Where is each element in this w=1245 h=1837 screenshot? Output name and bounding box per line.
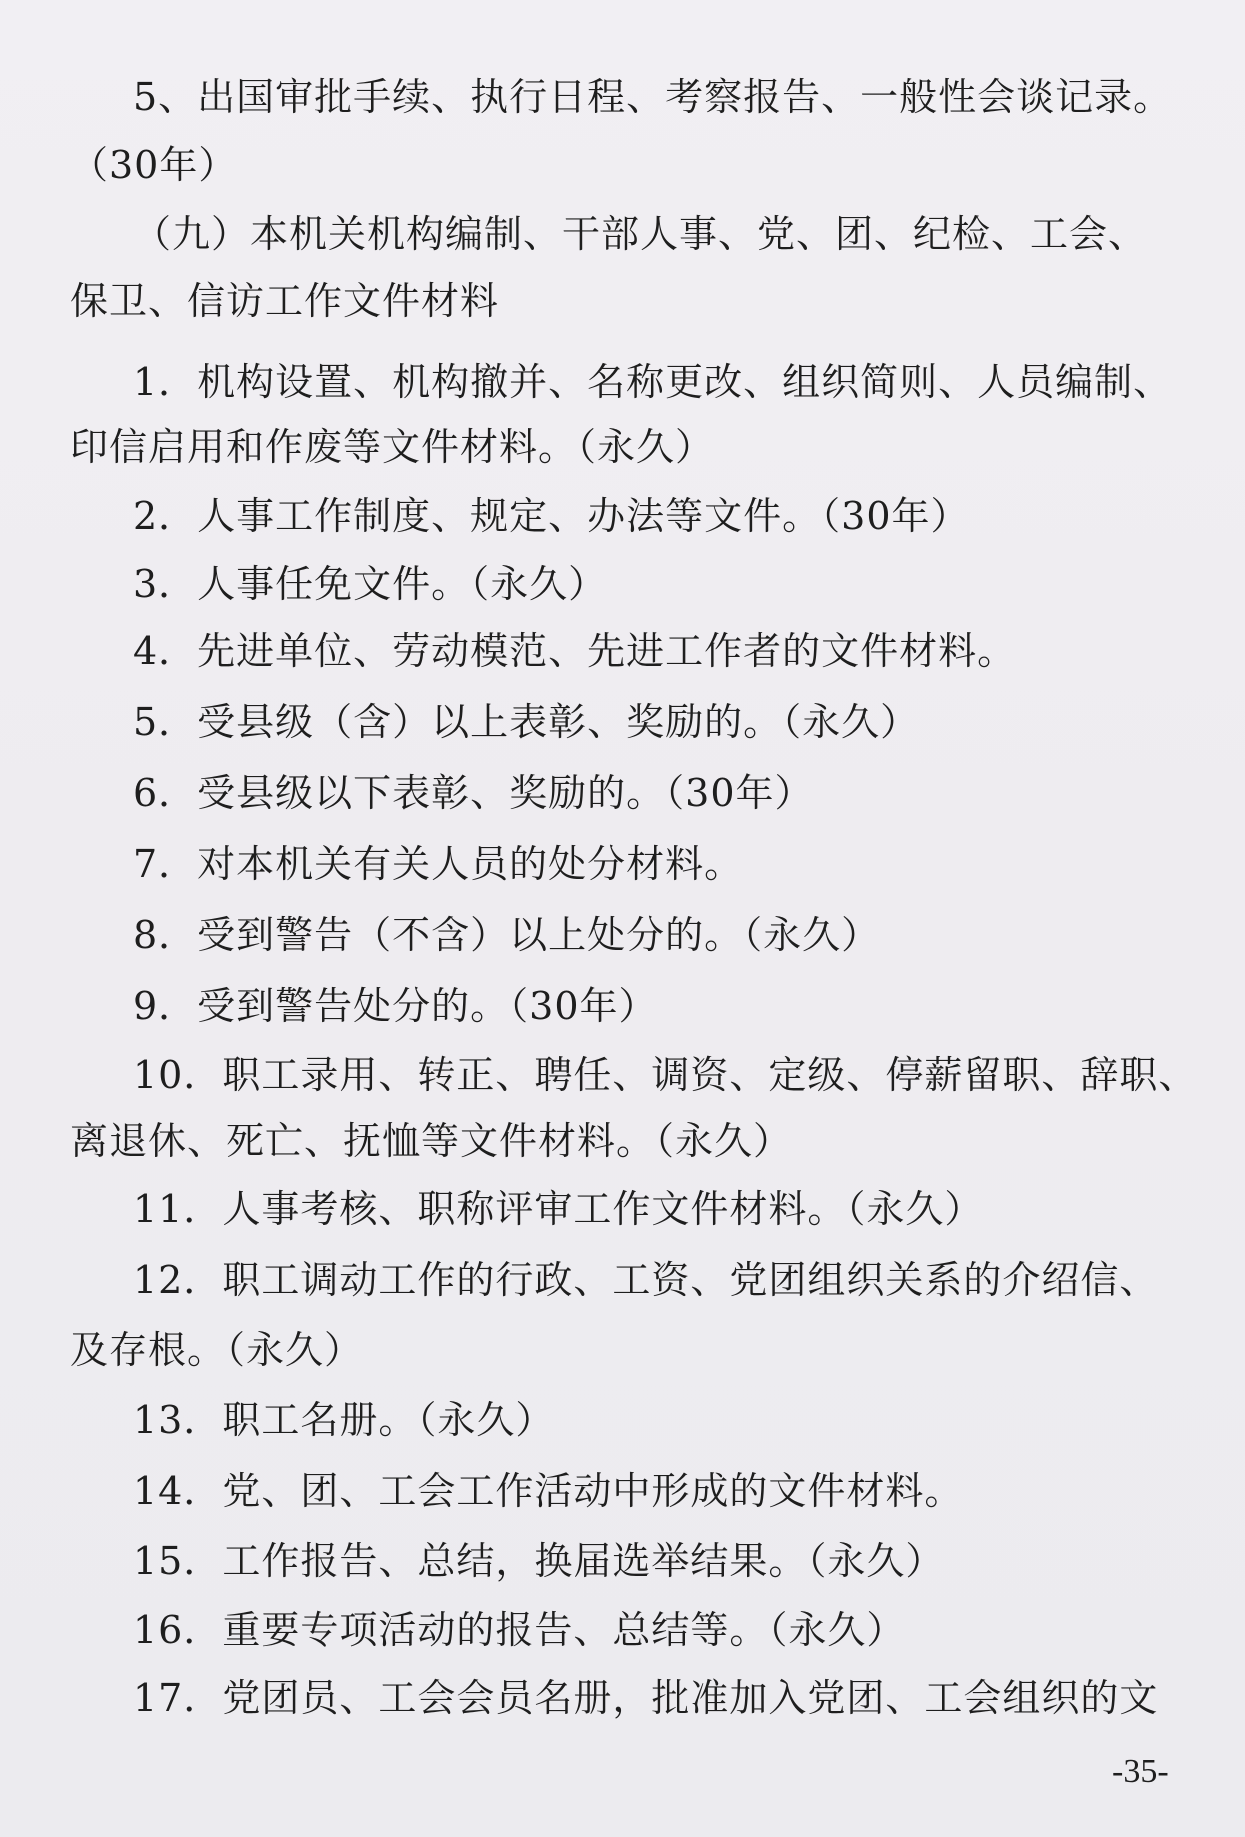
text-line: 离退休、死亡、抚恤等文件材料。（永久） [70, 1119, 793, 1163]
page-number: -35- [1112, 1753, 1169, 1790]
text-line: 1．机构设置、机构撤并、名称更改、组织简则、人员编制、 [133, 360, 1173, 404]
text-line: 4．先进单位、劳动模范、先进工作者的文件材料。 [133, 629, 1017, 673]
text-line: 13．职工名册。（永久） [133, 1398, 555, 1442]
section-heading: （九）本机关机构编制、干部人事、党、团、纪检、工会、 [133, 212, 1148, 256]
text-line: 2．人事工作制度、规定、办法等文件。（30年） [133, 494, 970, 538]
text-line: 17．党团员、工会会员名册，批准加入党团、工会组织的文 [133, 1676, 1159, 1720]
text-line: （30年） [70, 143, 238, 187]
text-line: 15．工作报告、总结，换届选举结果。（永久） [133, 1539, 945, 1583]
section-heading: 保卫、信访工作文件材料 [70, 279, 500, 323]
text-line: 9．受到警告处分的。（30年） [133, 984, 658, 1028]
text-line: 6．受县级以下表彰、奖励的。（30年） [133, 771, 814, 815]
text-line: 印信启用和作废等文件材料。（永久） [70, 425, 715, 469]
text-line: 及存根。（永久） [70, 1328, 364, 1372]
text-line: 16．重要专项活动的报告、总结等。（永久） [133, 1608, 906, 1652]
text-line: 5．受县级（含）以上表彰、奖励的。（永久） [133, 700, 920, 744]
text-line: 12．职工调动工作的行政、工资、党团组织关系的介绍信、 [133, 1258, 1159, 1302]
text-line: 14．党、团、工会工作活动中形成的文件材料。 [133, 1469, 964, 1513]
text-line: 8．受到警告（不含）以上处分的。（永久） [133, 913, 881, 957]
text-line: 5、出国审批手续、执行日程、考察报告、一般性会谈记录。 [133, 75, 1173, 119]
text-line: 10．职工录用、转正、聘任、调资、定级、停薪留职、辞职、 [133, 1053, 1198, 1097]
text-line: 3．人事任免文件。（永久） [133, 562, 608, 606]
text-line: 11．人事考核、职称评审工作文件材料。（永久） [133, 1187, 984, 1231]
text-line: 7．对本机关有关人员的处分材料。 [133, 842, 744, 886]
